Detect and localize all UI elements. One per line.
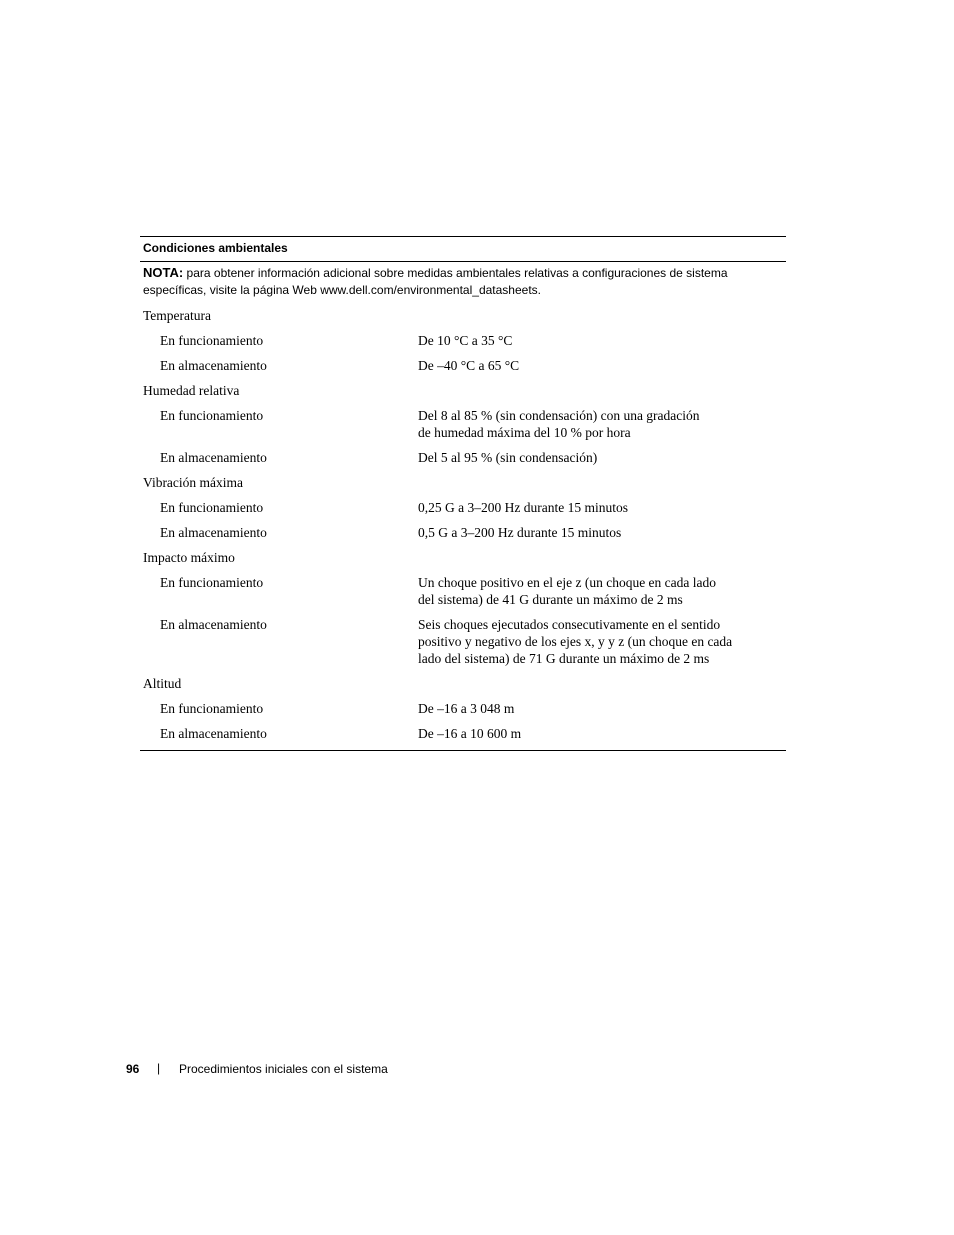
row-label: En funcionamiento [160, 701, 264, 716]
section-heading: Altitud [143, 676, 182, 691]
section-heading: Temperatura [143, 308, 212, 323]
table-row [140, 443, 786, 468]
row-value [418, 725, 768, 742]
section-heading: Impacto máximo [143, 550, 235, 565]
row-value [418, 407, 768, 441]
row-value-line: De –16 a 10 600 m [418, 726, 522, 741]
row-label: En almacenamiento [160, 525, 267, 540]
table-row [140, 401, 786, 443]
row-value-line: De –40 °C a 65 °C [418, 358, 520, 373]
row-value [418, 499, 768, 516]
note-text: para obtener información adicional sobre medidas ambientales relativas a configuraciones de sistema específicas, visite la página Web www.dell.com/environmental_datasheets. [143, 266, 728, 297]
environmental-conditions-table [140, 236, 786, 751]
row-value-line: Del 8 al 85 % (sin condensación) con una gradación [418, 408, 700, 423]
row-value-line: del sistema) de 41 G durante un máximo de 2 ms [418, 592, 683, 607]
row-label: En funcionamiento [160, 575, 264, 590]
row-value [418, 616, 768, 667]
row-value-line: lado del sistema) de 71 G durante un máximo de 2 ms [418, 651, 710, 666]
table-row [140, 694, 786, 719]
table-row [140, 518, 786, 543]
section-heading: Vibración máxima [143, 475, 244, 490]
table-header [140, 237, 786, 261]
row-value-line: Del 5 al 95 % (sin condensación) [418, 450, 598, 465]
table-row [140, 351, 786, 376]
row-label: En almacenamiento [160, 726, 267, 741]
row-label: En funcionamiento [160, 333, 264, 348]
note [140, 262, 773, 299]
row-value [418, 524, 768, 541]
table-row [140, 326, 786, 351]
table-row [140, 493, 786, 518]
row-value-line: 0,5 G a 3–200 Hz durante 15 minutos [418, 525, 622, 540]
table-row [140, 610, 786, 669]
table-title: Condiciones ambientales [143, 241, 288, 255]
row-label: En funcionamiento [160, 408, 264, 423]
table-row [140, 568, 786, 610]
row-value-line: Seis choques ejecutados consecutivamente en el sentido [418, 617, 721, 632]
row-value-line: 0,25 G a 3–200 Hz durante 15 minutos [418, 500, 628, 515]
table-body [140, 301, 786, 744]
footer-section-title: Procedimientos iniciales con el sistema [179, 1062, 388, 1076]
row-value [418, 574, 768, 608]
row-label: En almacenamiento [160, 617, 267, 632]
row-label: En almacenamiento [160, 358, 267, 373]
table-bottom-rule [140, 750, 786, 751]
row-value-line: De 10 °C a 35 °C [418, 333, 513, 348]
page-number: 96 [126, 1062, 140, 1076]
row-value [418, 449, 768, 466]
note-label: NOTA: [143, 265, 184, 280]
row-value [418, 357, 768, 374]
row-value [418, 332, 768, 349]
row-value-line: Un choque positivo en el eje z (un choque en cada lado [418, 575, 717, 590]
section-heading: Humedad relativa [143, 383, 240, 398]
row-value-line: positivo y negativo de los ejes x, y y z (un choque en cada [418, 634, 733, 649]
row-label: En funcionamiento [160, 500, 264, 515]
row-label: En almacenamiento [160, 450, 267, 465]
table-row [140, 719, 786, 744]
row-value-line: de humedad máxima del 10 % por hora [418, 425, 631, 440]
footer-separator: | [157, 1061, 161, 1075]
row-value-line: De –16 a 3 048 m [418, 701, 515, 716]
row-value [418, 700, 768, 717]
